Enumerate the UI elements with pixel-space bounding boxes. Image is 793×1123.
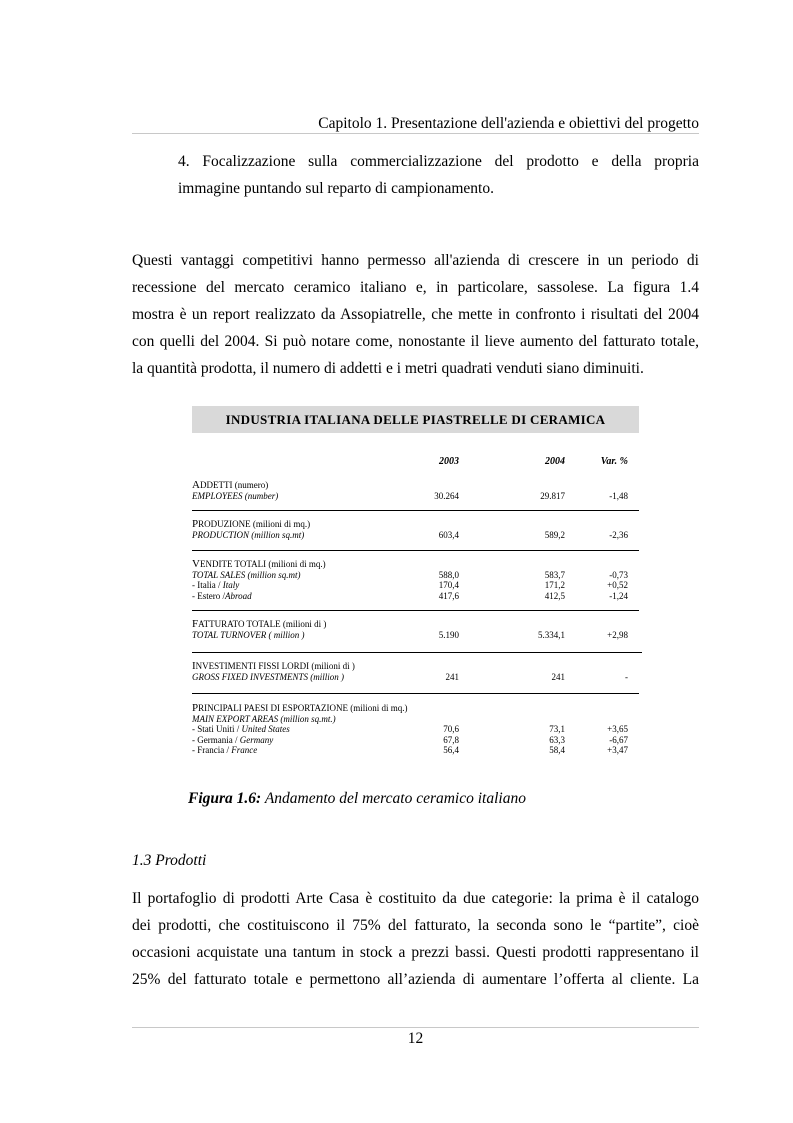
section-title: ADDETTI bbox=[192, 479, 233, 491]
footer-rule bbox=[132, 1027, 699, 1028]
text-line: mostra è un report realizzato da Assopiatrelle, che mette in confronto i risultati del 2004 bbox=[132, 306, 699, 323]
text-line: Il portafoglio di prodotti Arte Casa è costituito da due categorie: la prima è il catalogo bbox=[132, 890, 699, 907]
text-line: 4. Focalizzazione sulla commercializzazione del prodotto e della propria bbox=[178, 153, 699, 170]
row-label: TOTAL TURNOVER ( million ) bbox=[192, 629, 305, 640]
section-title: PRINCIPALI PAESI DI ESPORTAZIONE bbox=[192, 702, 348, 714]
text-line: Questi vantaggi competitivi hanno permesso all'azienda di crescere in un periodo di bbox=[132, 252, 699, 269]
value-2003: 603,4 bbox=[438, 529, 459, 540]
value-var: -1,24 bbox=[609, 590, 628, 601]
body-paragraph-2 bbox=[132, 885, 699, 993]
value-2003: 67,8 bbox=[443, 734, 459, 745]
value-2003: 5.190 bbox=[438, 629, 459, 640]
text-line: con quelli del 2004. Si può notare come, nonostante il lieve aumento del fatturato totale, bbox=[132, 333, 699, 350]
table-separator bbox=[192, 510, 639, 511]
value-2004: 29.817 bbox=[540, 490, 565, 501]
list-item bbox=[178, 148, 699, 202]
row-label: EMPLOYEES (number) bbox=[192, 490, 279, 501]
row-label: - Francia / France bbox=[192, 745, 258, 755]
page-number: 12 bbox=[407, 1030, 424, 1047]
section-unit: (milioni di ) bbox=[309, 661, 355, 671]
value-2004: 73,1 bbox=[549, 724, 565, 734]
value-2003: 70,6 bbox=[443, 724, 459, 734]
section-unit: (milioni di mq.) bbox=[266, 559, 326, 569]
running-header: Capitolo 1. Presentazione dell'azienda e obiettivi del progetto bbox=[318, 115, 699, 132]
table-title: INDUSTRIA ITALIANA DELLE PIASTRELLE DI CERAMICA bbox=[192, 406, 639, 433]
text-line: recessione del mercato ceramico italiano e, in particolare, sassolese. La figura 1.4 bbox=[132, 279, 699, 296]
section-heading-row bbox=[192, 519, 310, 529]
text-line: immagine puntando sul reparto di campionamento. bbox=[178, 180, 494, 197]
caption-text: Andamento del mercato ceramico italiano bbox=[261, 790, 526, 807]
table-separator bbox=[192, 610, 639, 611]
row-label: - Italia / Italy bbox=[192, 580, 240, 590]
text-line: dei prodotti, che costituiscono il 75% del fatturato, la seconda sono le “partite”, cioè bbox=[132, 917, 699, 934]
table-separator bbox=[192, 693, 639, 694]
row-label: TOTAL SALES (million sq.mt) bbox=[192, 569, 301, 580]
value-var: +2,98 bbox=[607, 629, 628, 640]
value-2004: 241 bbox=[551, 671, 565, 682]
value-2004: 171,2 bbox=[544, 580, 565, 590]
table-separator bbox=[192, 550, 639, 551]
text-line: la quantità prodotta, il numero di addetti e i metri quadrati venduti siano diminuiti. bbox=[132, 360, 644, 377]
section-unit: (milioni di ) bbox=[280, 619, 327, 629]
row-label: MAIN EXPORT AREAS (million sq.mt.) bbox=[192, 713, 336, 724]
table-separator bbox=[192, 652, 642, 653]
section-title: VENDITE TOTALI bbox=[192, 558, 267, 570]
section-heading-row bbox=[192, 480, 268, 490]
text-line: 25% del fatturato totale e permettono all’azienda di aumentare l’offerta al cliente. La bbox=[132, 971, 699, 988]
value-var: -0,73 bbox=[609, 569, 628, 580]
header-rule bbox=[132, 133, 699, 134]
value-var: +3,47 bbox=[607, 745, 628, 755]
value-2003: 417,6 bbox=[438, 590, 459, 601]
section-title: PRODUZIONE bbox=[192, 518, 251, 530]
section-title: FATTURATO TOTALE bbox=[192, 618, 281, 630]
value-var: +0,52 bbox=[607, 580, 628, 590]
value-2004: 58,4 bbox=[549, 745, 565, 755]
col-header-var: Var. % bbox=[600, 456, 628, 467]
value-2003: 588,0 bbox=[438, 569, 459, 580]
section-heading-row bbox=[192, 559, 326, 569]
section-title: INVESTIMENTI FISSI LORDI bbox=[192, 660, 310, 672]
section-heading: 1.3 Prodotti bbox=[132, 852, 207, 869]
value-2003: 170,4 bbox=[438, 580, 459, 590]
value-var: -1,48 bbox=[609, 490, 628, 501]
value-2004: 589,2 bbox=[544, 529, 565, 540]
section-unit: (milioni di mq.) bbox=[250, 519, 311, 529]
body-paragraph bbox=[132, 247, 699, 382]
value-2003: 30.264 bbox=[434, 490, 459, 501]
section-heading-row bbox=[192, 619, 326, 629]
section-unit: (numero) bbox=[232, 480, 269, 490]
value-2004: 63,3 bbox=[549, 734, 565, 745]
value-var: -2,36 bbox=[609, 529, 628, 540]
value-2003: 56,4 bbox=[443, 745, 459, 755]
value-var: +3,65 bbox=[607, 724, 628, 734]
text-line: occasioni acquistate una tantum in stock a prezzi bassi. Questi prodotti rappresentano il bbox=[132, 944, 699, 961]
value-2003: 241 bbox=[445, 671, 459, 682]
row-label: - Stati Uniti / United States bbox=[192, 724, 290, 734]
value-2004: 412,5 bbox=[544, 590, 565, 601]
value-2004: 583,7 bbox=[544, 569, 565, 580]
value-2004: 5.334,1 bbox=[538, 629, 565, 640]
caption-label: Figura 1.6: bbox=[188, 790, 262, 807]
row-label: - Germania / Germany bbox=[192, 734, 274, 745]
figure-caption bbox=[188, 790, 526, 808]
col-header-2003: 2003 bbox=[439, 456, 459, 467]
row-label: - Estero /Abroad bbox=[192, 590, 252, 601]
row-label: PRODUCTION (million sq.mt) bbox=[192, 529, 305, 540]
section-heading-row bbox=[192, 703, 407, 713]
value-var: - bbox=[625, 671, 628, 682]
row-label: GROSS FIXED INVESTMENTS (million ) bbox=[192, 671, 344, 682]
section-heading-row bbox=[192, 661, 355, 671]
col-header-2004: 2004 bbox=[545, 456, 565, 467]
section-unit: (milioni di mq.) bbox=[347, 703, 408, 713]
value-var: -6,67 bbox=[609, 734, 628, 745]
